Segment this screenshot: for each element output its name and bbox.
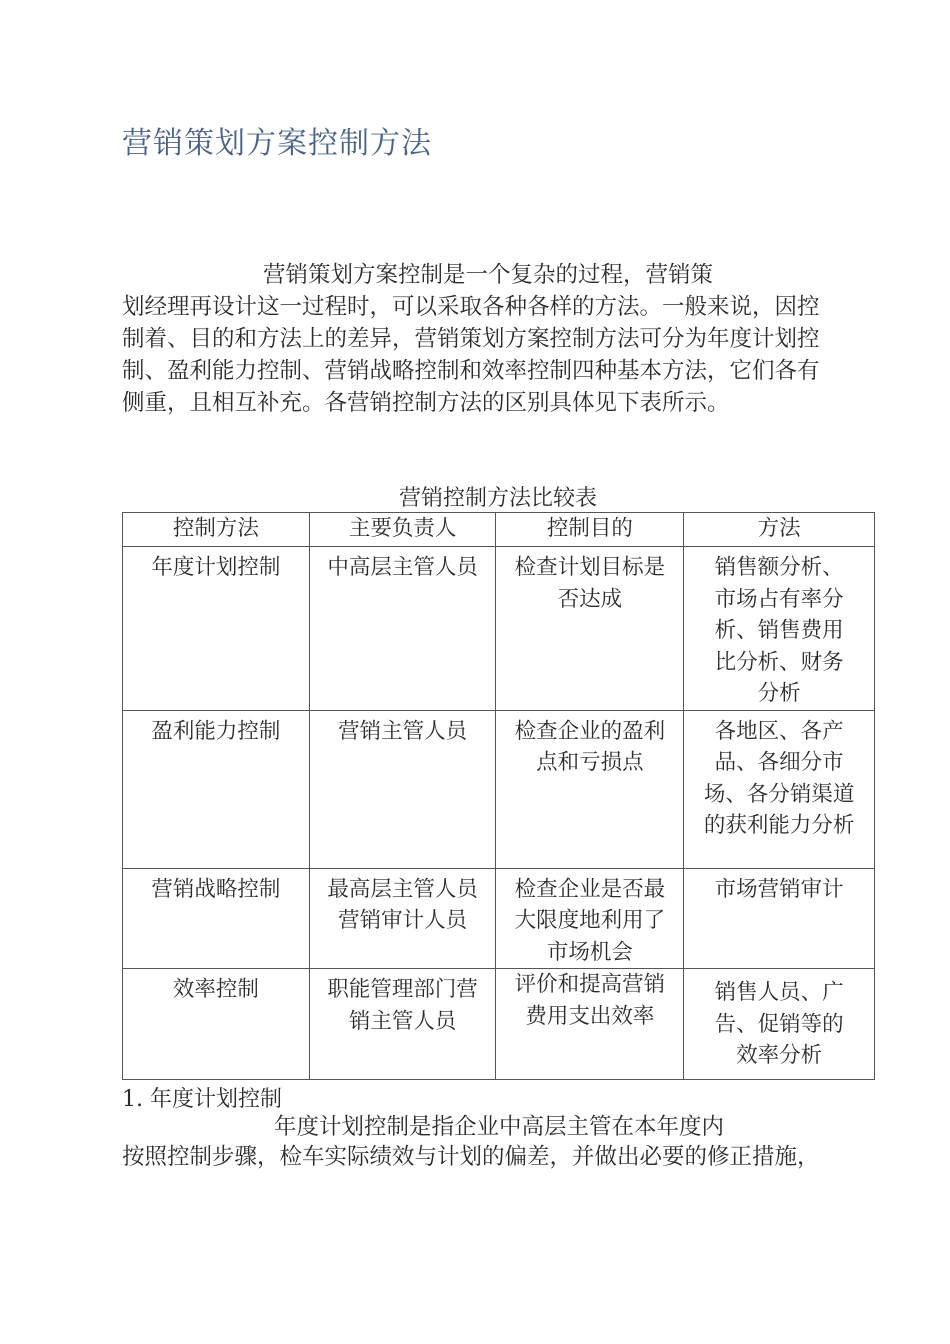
cell-text: 析、销售费用 — [714, 618, 844, 643]
cell-text: 告、促销等的 — [714, 1011, 844, 1037]
method-cell — [123, 969, 310, 1080]
intro-line: 营销策划方案控制是一个复杂的过程，营销策 — [263, 262, 714, 288]
approach-cell — [684, 969, 875, 1080]
column-header: 控制方法 — [123, 513, 310, 547]
owner-cell — [309, 969, 496, 1080]
table-row — [123, 710, 875, 868]
intro-line: 划经理再设计这一过程时，可以采取各种各样的方法。一般来说，因控 — [122, 294, 820, 320]
cell-text: 销售额分析、 — [714, 555, 844, 580]
cell-text: 盈利能力控制 — [151, 718, 281, 744]
cell-text: 的获利能力分析 — [703, 813, 855, 838]
owner-cell — [309, 710, 496, 868]
cell-text: 评价和提高营销 — [514, 972, 666, 997]
cell-text: 销主管人员 — [348, 1008, 457, 1034]
cell-text: 品、各细分市 — [714, 750, 844, 775]
purpose-cell — [496, 969, 684, 1080]
owner-cell — [309, 868, 496, 969]
table-row — [123, 547, 875, 711]
approach-cell — [684, 868, 875, 969]
intro-line: 制、盈利能力控制、营销战略控制和效率控制四种基本方法，它们各有 — [122, 358, 820, 384]
cell-text: 检查计划目标是 — [514, 555, 666, 580]
column-header: 控制目的 — [496, 513, 684, 547]
cell-text: 否达成 — [557, 586, 623, 612]
column-header: 方法 — [684, 513, 875, 547]
cell-text: 效率分析 — [736, 1043, 823, 1068]
cell-text: 比分析、财务 — [714, 649, 844, 675]
table-row — [123, 868, 875, 969]
column-header: 主要负责人 — [309, 513, 496, 547]
cell-text: 营销主管人员 — [338, 718, 468, 744]
cell-text: 市场机会 — [546, 939, 633, 965]
intro-paragraph — [122, 259, 862, 419]
purpose-cell — [496, 710, 684, 868]
cell-text: 效率控制 — [172, 977, 259, 1002]
method-cell — [123, 547, 310, 711]
cell-text: 场、各分销渠道 — [703, 781, 855, 807]
owner-cell — [309, 547, 496, 711]
section-line: 按照控制步骤，检车实际绩效与计划的偏差，并做出必要的修正措施， — [122, 1144, 820, 1170]
cell-text: 检查企业的盈利 — [514, 718, 666, 744]
purpose-cell — [496, 547, 684, 711]
cell-text: 各地区、各产 — [714, 718, 844, 744]
intro-line: 制着、目的和方法上的差异，营销策划方案控制方法可分为年度计划控 — [122, 326, 820, 352]
page-title: 营销策划方案控制方法 — [122, 126, 432, 161]
cell-text: 点和亏损点 — [536, 750, 644, 775]
table-row — [123, 969, 875, 1080]
cell-text: 职能管理部门营 — [327, 977, 478, 1002]
table-header-row — [123, 513, 875, 547]
cell-text: 营销战略控制 — [151, 876, 281, 902]
cell-text: 检查企业是否最 — [514, 876, 666, 902]
comparison-table — [122, 512, 875, 1080]
approach-cell — [684, 547, 875, 711]
cell-text: 销售人员、广 — [714, 980, 844, 1005]
section-line: 年度计划控制是指企业中高层主管在本年度内 — [274, 1114, 725, 1140]
approach-cell — [684, 710, 875, 868]
method-cell — [123, 710, 310, 868]
cell-text: 年度计划控制 — [151, 555, 281, 580]
table-caption: 营销控制方法比较表 — [398, 486, 597, 511]
method-cell — [123, 868, 310, 969]
cell-text: 大限度地利用了 — [514, 908, 666, 933]
cell-text: 中高层主管人员 — [327, 555, 478, 580]
cell-text: 费用支出效率 — [525, 1003, 655, 1029]
cell-text: 市场占有率分 — [714, 586, 844, 612]
section-heading: 1. 年度计划控制 — [122, 1087, 282, 1112]
cell-text: 分析 — [757, 681, 801, 706]
cell-text: 营销审计人员 — [338, 908, 468, 933]
section-paragraph — [122, 1112, 862, 1172]
purpose-cell — [496, 868, 684, 969]
intro-line: 侧重，且相互补充。各营销控制方法的区别具体见下表所示。 — [122, 390, 730, 416]
cell-text: 市场营销审计 — [714, 876, 844, 902]
cell-text: 最高层主管人员 — [327, 876, 478, 902]
